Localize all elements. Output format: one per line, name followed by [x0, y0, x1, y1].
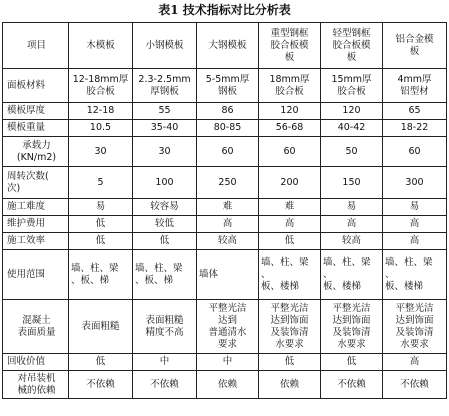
- table-row: [3, 371, 447, 399]
- table-cell: 10.5: [69, 120, 133, 137]
- row-label: 回收价值: [3, 354, 69, 371]
- row-label: 混凝土 表面质量: [3, 300, 69, 354]
- table-cell: 低: [69, 354, 133, 371]
- table-cell: 低: [259, 233, 321, 250]
- table-row: [3, 233, 447, 250]
- table-cell: 低: [69, 216, 133, 233]
- table-cell: 较高: [321, 233, 383, 250]
- table-cell: 65: [383, 103, 447, 120]
- table-cell: 难: [259, 199, 321, 216]
- table-cell: 高: [383, 216, 447, 233]
- header-cell: 轻型钢框 胶合板模 板: [321, 23, 383, 69]
- table-cell: 80-85: [197, 120, 259, 137]
- table-cell: 150: [321, 167, 383, 199]
- table-cell: 墙、柱、梁 、板、梯: [133, 250, 197, 300]
- table-cell: 2.3-2.5mm 厚钢板: [133, 69, 197, 103]
- table-row: [3, 216, 447, 233]
- table-cell: 较低: [133, 216, 197, 233]
- table-cell: 50: [321, 137, 383, 167]
- table-cell: 平整光洁 达到饰面 及装饰清 水要求: [259, 300, 321, 354]
- table-row: [3, 199, 447, 216]
- row-label: 承载力 (KN/m2): [3, 137, 69, 167]
- row-label: 周转次数( 次): [3, 167, 69, 199]
- table-cell: 60: [259, 137, 321, 167]
- table-cell: 高: [383, 354, 447, 371]
- header-cell: 重型钢框 胶合板模 板: [259, 23, 321, 69]
- table-cell: 表面粗糙 精度不高: [133, 300, 197, 354]
- table-cell: 高: [259, 216, 321, 233]
- comparison-table: [2, 22, 447, 399]
- table-cell: 中: [133, 354, 197, 371]
- table-cell: 30: [133, 137, 197, 167]
- table-row: [3, 300, 447, 354]
- row-label: 施工效率: [3, 233, 69, 250]
- table-cell: 250: [197, 167, 259, 199]
- table-cell: 60: [383, 137, 447, 167]
- table-body: [3, 23, 447, 399]
- table-cell: 120: [259, 103, 321, 120]
- header-cell: 铝合金模 板: [383, 23, 447, 69]
- table-row: [3, 354, 447, 371]
- header-cell: 小钢模板: [133, 23, 197, 69]
- table-cell: 86: [197, 103, 259, 120]
- table-cell: 墙、柱、梁 、 板、楼梯: [321, 250, 383, 300]
- table-cell: 4mm厚 铝型材: [383, 69, 447, 103]
- row-label: 面板材料: [3, 69, 69, 103]
- table-cell: 高: [383, 233, 447, 250]
- table-caption: 表1 技术指标对比分析表: [158, 3, 291, 17]
- row-label: 施工难度: [3, 199, 69, 216]
- table-row: [3, 137, 447, 167]
- row-label: 对吊装机 械的依赖: [3, 371, 69, 399]
- header-cell: 木模板: [69, 23, 133, 69]
- row-label: 使用范围: [3, 250, 69, 300]
- table-cell: 120: [321, 103, 383, 120]
- table-row: [3, 103, 447, 120]
- table-cell: 200: [259, 167, 321, 199]
- table-cell: 12-18: [69, 103, 133, 120]
- table-cell: 55: [133, 103, 197, 120]
- table-cell: 高: [197, 216, 259, 233]
- table-cell: 15mm厚 胶合板: [321, 69, 383, 103]
- table-cell: 低: [133, 233, 197, 250]
- table-cell: 难: [197, 199, 259, 216]
- row-label: 模板重量: [3, 120, 69, 137]
- table-cell: 较容易: [133, 199, 197, 216]
- header-cell-item: 项目: [3, 23, 69, 69]
- table-cell: 高: [321, 216, 383, 233]
- table-header-row: [3, 23, 447, 69]
- table-cell: 12-18mm厚 胶合板: [69, 69, 133, 103]
- table-cell: 56-68: [259, 120, 321, 137]
- table-cell: 300: [383, 167, 447, 199]
- table-cell: 墙、柱、梁 、板、梯: [69, 250, 133, 300]
- table-cell: 低: [321, 354, 383, 371]
- table-cell: 不依赖: [321, 371, 383, 399]
- table-cell: 平整光洁 达到饰面 及装饰清 水要求: [321, 300, 383, 354]
- table-cell: 5-5mm厚 钢板: [197, 69, 259, 103]
- table-cell: 40-42: [321, 120, 383, 137]
- table-cell: 易: [321, 199, 383, 216]
- table-cell: 不依赖: [69, 371, 133, 399]
- table-row: [3, 250, 447, 300]
- table-cell: 低: [69, 233, 133, 250]
- table-cell: 墙、柱、梁 、 板、楼梯: [383, 250, 447, 300]
- table-cell: 平整光洁 达到 普通清水 要求: [197, 300, 259, 354]
- table-cell: 100: [133, 167, 197, 199]
- table-row: [3, 69, 447, 103]
- table-cell: 不依赖: [383, 371, 447, 399]
- table-cell: 18mm厚 胶合板: [259, 69, 321, 103]
- table-cell: 平整光洁 达到饰面 及装饰清 水要求: [383, 300, 447, 354]
- table-cell: 30: [69, 137, 133, 167]
- table-cell: 18-22: [383, 120, 447, 137]
- table-row: [3, 167, 447, 199]
- table-cell: 易: [383, 199, 447, 216]
- row-label: 维护费用: [3, 216, 69, 233]
- table-cell: 依赖: [197, 371, 259, 399]
- table-cell: 不依赖: [133, 371, 197, 399]
- table-row: [3, 120, 447, 137]
- row-label: 模板厚度: [3, 103, 69, 120]
- table-cell: 墙体: [197, 250, 259, 300]
- table-cell: 5: [69, 167, 133, 199]
- table-cell: 中: [197, 354, 259, 371]
- table-cell: 表面粗糙: [69, 300, 133, 354]
- table-cell: 墙、柱、梁 、 板、楼梯: [259, 250, 321, 300]
- table-cell: 易: [69, 199, 133, 216]
- table-cell: 60: [197, 137, 259, 167]
- table-cell: 较高: [197, 233, 259, 250]
- table-cell: 依赖: [259, 371, 321, 399]
- table-cell: 35-40: [133, 120, 197, 137]
- table-cell: 低: [259, 354, 321, 371]
- header-cell: 大钢模板: [197, 23, 259, 69]
